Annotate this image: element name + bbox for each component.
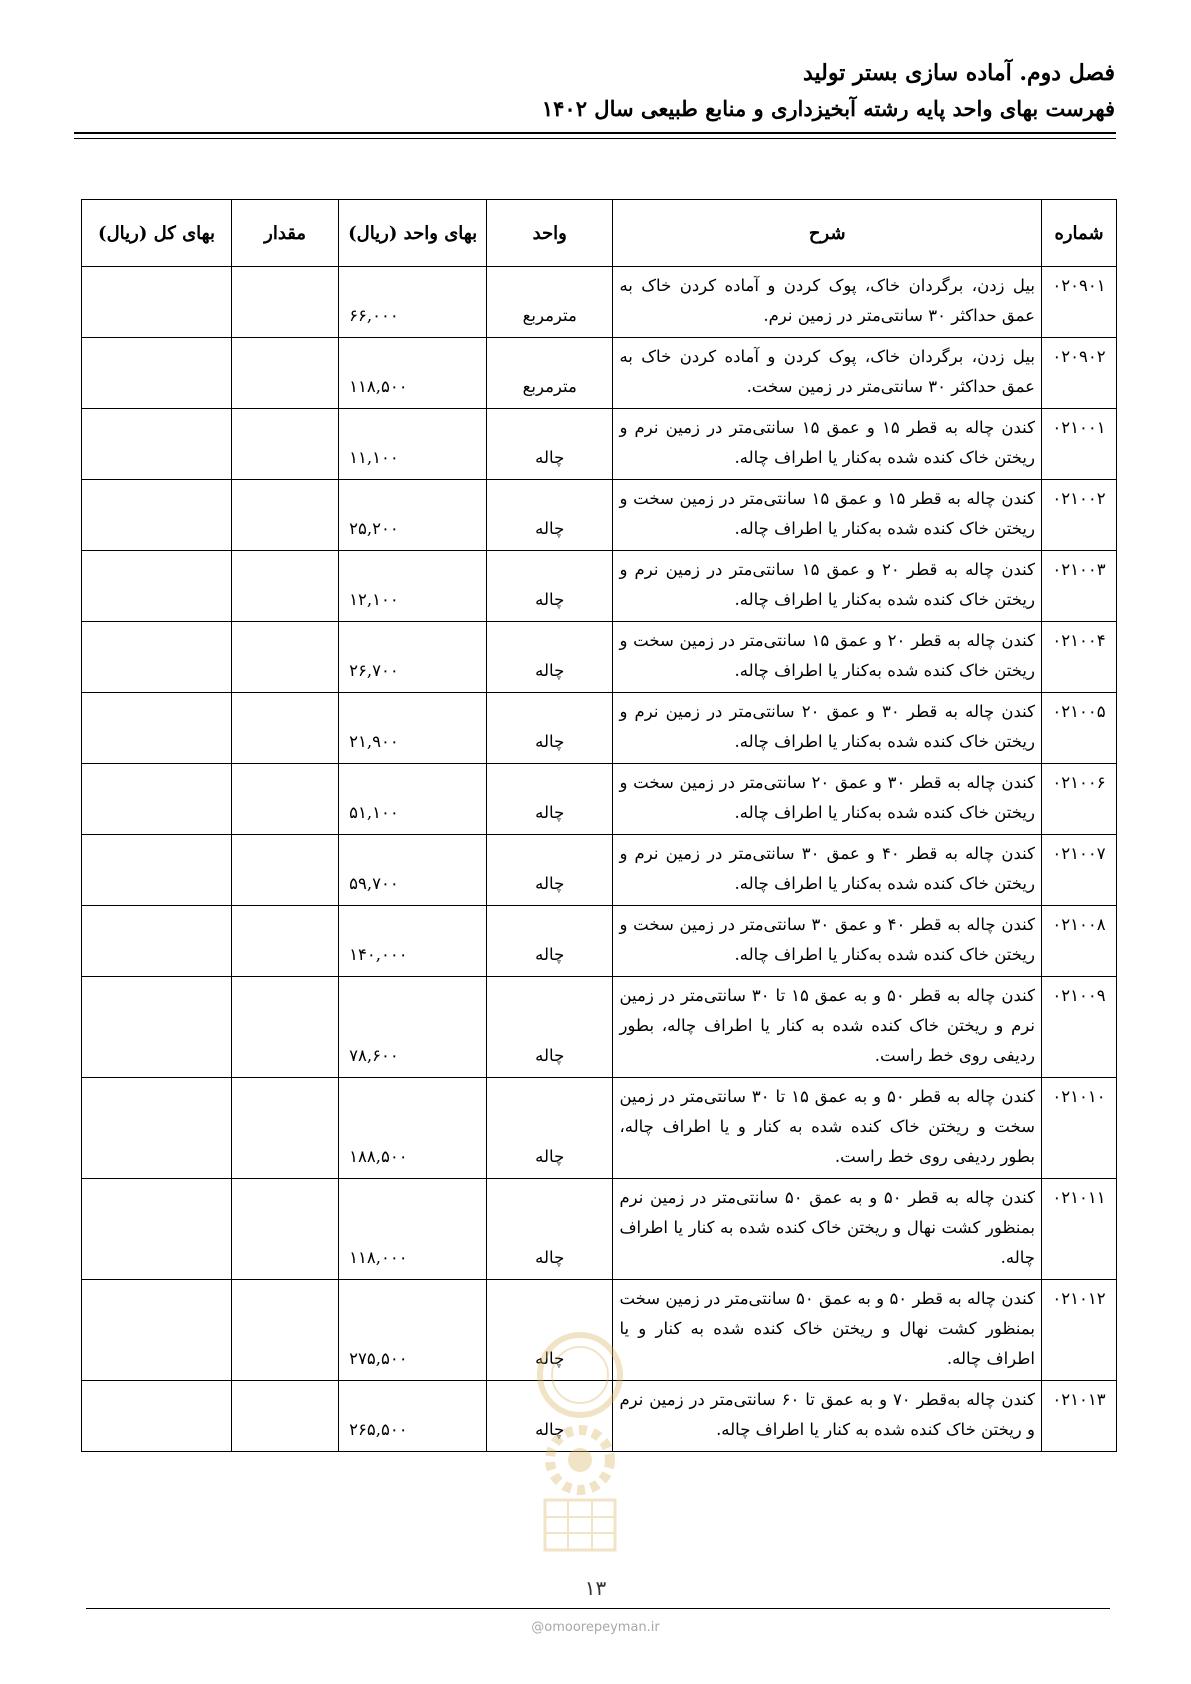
item-number: ۰۲۱۰۱۰ xyxy=(1042,1078,1117,1179)
item-total-cell xyxy=(82,480,232,551)
item-unit: چاله xyxy=(487,622,613,693)
item-total-cell xyxy=(82,1179,232,1280)
item-quantity-cell xyxy=(232,267,339,338)
item-unit-price: ۱۱۸,۰۰۰ xyxy=(339,1179,487,1280)
item-unit: چاله xyxy=(487,906,613,977)
website-watermark: @omoorepeyman.ir xyxy=(531,1620,660,1635)
table-row xyxy=(82,764,1117,835)
item-description: کندن چاله به قطر ۵۰ و به عمق ۱۵ تا ۳۰ سانتی‌متر در زمین سخت و ریختن خاک کنده شده به کنار و یا اطراف چاله، بطور ردیفی روی خط راست. xyxy=(613,1078,1042,1179)
item-quantity-cell xyxy=(232,338,339,409)
footer-rule xyxy=(86,1608,1110,1609)
item-description: کندن چاله به قطر ۱۵ و عمق ۱۵ سانتی‌متر در زمین سخت و ریختن خاک کنده شده به‌کنار یا اطراف چاله. xyxy=(613,480,1042,551)
item-unit-price: ۲۶۵,۵۰۰ xyxy=(339,1381,487,1452)
item-unit: چاله xyxy=(487,1179,613,1280)
header-rule-thin xyxy=(74,138,1116,139)
item-total-cell xyxy=(82,622,232,693)
item-number: ۰۲۱۰۰۱ xyxy=(1042,409,1117,480)
item-unit-price: ۶۶,۰۰۰ xyxy=(339,267,487,338)
item-total-cell xyxy=(82,764,232,835)
item-unit-price: ۵۱,۱۰۰ xyxy=(339,764,487,835)
item-number: ۰۲۱۰۰۷ xyxy=(1042,835,1117,906)
item-unit-price: ۱۲,۱۰۰ xyxy=(339,551,487,622)
item-description: کندن چاله به قطر ۵۰ و به عمق ۵۰ سانتی‌متر در زمین نرم بمنظور کشت نهال و ریختن خاک کنده شده به کنار یا اطراف چاله. xyxy=(613,1179,1042,1280)
table-header-row xyxy=(82,200,1117,267)
item-description: بیل زدن، برگردان خاک، پوک کردن و آماده کردن خاک به عمق حداکثر ۳۰ سانتی‌متر در زمین نرم. xyxy=(613,267,1042,338)
item-unit-price: ۷۸,۶۰۰ xyxy=(339,977,487,1078)
item-unit: چاله xyxy=(487,1078,613,1179)
header-rule-thick xyxy=(74,132,1116,134)
item-quantity-cell xyxy=(232,977,339,1078)
item-unit: چاله xyxy=(487,1381,613,1452)
item-total-cell xyxy=(82,835,232,906)
item-description: کندن چاله به قطر ۳۰ و عمق ۲۰ سانتی‌متر در زمین نرم و ریختن خاک کنده شده به‌کنار یا اطراف چاله. xyxy=(613,693,1042,764)
item-number: ۰۲۱۰۰۲ xyxy=(1042,480,1117,551)
item-quantity-cell xyxy=(232,551,339,622)
item-unit-price: ۲۷۵,۵۰۰ xyxy=(339,1280,487,1381)
item-description: کندن چاله به قطر ۲۰ و عمق ۱۵ سانتی‌متر در زمین نرم و ریختن خاک کنده شده به‌کنار یا اطراف چاله. xyxy=(613,551,1042,622)
item-quantity-cell xyxy=(232,480,339,551)
item-number: ۰۲۱۰۰۸ xyxy=(1042,906,1117,977)
item-unit: چاله xyxy=(487,693,613,764)
item-unit: چاله xyxy=(487,1280,613,1381)
item-total-cell xyxy=(82,906,232,977)
item-unit-price: ۱۱۸,۵۰۰ xyxy=(339,338,487,409)
item-quantity-cell xyxy=(232,693,339,764)
item-number: ۰۲۱۰۰۳ xyxy=(1042,551,1117,622)
table-row xyxy=(82,338,1117,409)
table-row xyxy=(82,1179,1117,1280)
table-row xyxy=(82,835,1117,906)
header-unit: واحد xyxy=(487,200,613,267)
item-unit-price: ۱۱,۱۰۰ xyxy=(339,409,487,480)
header-number: شماره xyxy=(1042,200,1117,267)
page-number: ۱۳ xyxy=(584,1576,607,1600)
header-unit-price: بهای واحد (ریال) xyxy=(339,200,487,267)
item-quantity-cell xyxy=(232,764,339,835)
item-unit: چاله xyxy=(487,551,613,622)
item-quantity-cell xyxy=(232,409,339,480)
table-row xyxy=(82,977,1117,1078)
item-description: کندن چاله به قطر ۴۰ و عمق ۳۰ سانتی‌متر در زمین نرم و ریختن خاک کنده شده به‌کنار یا اطراف چاله. xyxy=(613,835,1042,906)
item-quantity-cell xyxy=(232,622,339,693)
item-quantity-cell xyxy=(232,906,339,977)
item-description: بیل زدن، برگردان خاک، پوک کردن و آماده کردن خاک به عمق حداکثر ۳۰ سانتی‌متر در زمین سخت. xyxy=(613,338,1042,409)
item-unit: مترمربع xyxy=(487,338,613,409)
header-quantity: مقدار xyxy=(232,200,339,267)
table-row xyxy=(82,409,1117,480)
item-description: کندن چاله به قطر ۲۰ و عمق ۱۵ سانتی‌متر در زمین سخت و ریختن خاک کنده شده به‌کنار یا اطراف چاله. xyxy=(613,622,1042,693)
item-unit-price: ۲۶,۷۰۰ xyxy=(339,622,487,693)
page-header xyxy=(65,58,1115,124)
header-total-price: بهای کل (ریال) xyxy=(82,200,232,267)
table-row xyxy=(82,693,1117,764)
table-row xyxy=(82,267,1117,338)
item-unit-price: ۵۹,۷۰۰ xyxy=(339,835,487,906)
item-quantity-cell xyxy=(232,1078,339,1179)
chapter-title: فصل دوم. آماده سازی بستر تولید xyxy=(802,60,1115,86)
item-unit: چاله xyxy=(487,835,613,906)
item-total-cell xyxy=(82,693,232,764)
item-description: کندن چاله به قطر ۵۰ و به عمق ۵۰ سانتی‌متر در زمین سخت بمنظور کشت نهال و ریختن خاک کنده شده به کنار و یا اطراف چاله. xyxy=(613,1280,1042,1381)
item-unit: مترمربع xyxy=(487,267,613,338)
item-quantity-cell xyxy=(232,1179,339,1280)
item-number: ۰۲۱۰۱۳ xyxy=(1042,1381,1117,1452)
item-description: کندن چاله به قطر ۳۰ و عمق ۲۰ سانتی‌متر در زمین سخت و ریختن خاک کنده شده به‌کنار یا اطراف چاله. xyxy=(613,764,1042,835)
item-unit-price: ۱۸۸,۵۰۰ xyxy=(339,1078,487,1179)
item-unit: چاله xyxy=(487,977,613,1078)
item-total-cell xyxy=(82,551,232,622)
item-quantity-cell xyxy=(232,835,339,906)
item-total-cell xyxy=(82,1381,232,1452)
item-quantity-cell xyxy=(232,1381,339,1452)
item-unit-price: ۲۱,۹۰۰ xyxy=(339,693,487,764)
item-quantity-cell xyxy=(232,1280,339,1381)
item-total-cell xyxy=(82,267,232,338)
item-number: ۰۲۱۰۰۴ xyxy=(1042,622,1117,693)
item-description: کندن چاله به‌قطر ۷۰ و به عمق تا ۶۰ سانتی‌متر در زمین نرم و ریختن خاک کنده شده به کنار یا اطراف چاله. xyxy=(613,1381,1042,1452)
item-unit: چاله xyxy=(487,764,613,835)
table-row xyxy=(82,480,1117,551)
item-total-cell xyxy=(82,1078,232,1179)
document-subtitle: فهرست بهای واحد پایه رشته آبخیزداری و منابع طبیعی سال ۱۴۰۲ xyxy=(541,96,1115,121)
item-number: ۰۲۰۹۰۲ xyxy=(1042,338,1117,409)
item-unit-price: ۲۵,۲۰۰ xyxy=(339,480,487,551)
watermark-seal-icon xyxy=(505,1330,655,1570)
item-number: ۰۲۰۹۰۱ xyxy=(1042,267,1117,338)
item-total-cell xyxy=(82,409,232,480)
table-row xyxy=(82,1078,1117,1179)
item-total-cell xyxy=(82,1280,232,1381)
item-description: کندن چاله به قطر ۱۵ و عمق ۱۵ سانتی‌متر در زمین نرم و ریختن خاک کنده شده به‌کنار یا اطراف چاله. xyxy=(613,409,1042,480)
item-number: ۰۲۱۰۰۹ xyxy=(1042,977,1117,1078)
item-number: ۰۲۱۰۱۲ xyxy=(1042,1280,1117,1381)
item-unit-price: ۱۴۰,۰۰۰ xyxy=(339,906,487,977)
table-row xyxy=(82,622,1117,693)
table-row xyxy=(82,906,1117,977)
table-row xyxy=(82,551,1117,622)
price-list-table xyxy=(81,199,1117,1452)
item-total-cell xyxy=(82,338,232,409)
header-description: شرح xyxy=(613,200,1042,267)
item-description: کندن چاله به قطر ۵۰ و به عمق ۱۵ تا ۳۰ سانتی‌متر در زمین نرم و ریختن خاک کنده شده به کنار یا اطراف چاله، بطور ردیفی روی خط راست. xyxy=(613,977,1042,1078)
item-unit: چاله xyxy=(487,480,613,551)
item-description: کندن چاله به قطر ۴۰ و عمق ۳۰ سانتی‌متر در زمین سخت و ریختن خاک کنده شده به‌کنار یا اطراف چاله. xyxy=(613,906,1042,977)
item-number: ۰۲۱۰۱۱ xyxy=(1042,1179,1117,1280)
item-total-cell xyxy=(82,977,232,1078)
item-number: ۰۲۱۰۰۶ xyxy=(1042,764,1117,835)
item-unit: چاله xyxy=(487,409,613,480)
item-number: ۰۲۱۰۰۵ xyxy=(1042,693,1117,764)
